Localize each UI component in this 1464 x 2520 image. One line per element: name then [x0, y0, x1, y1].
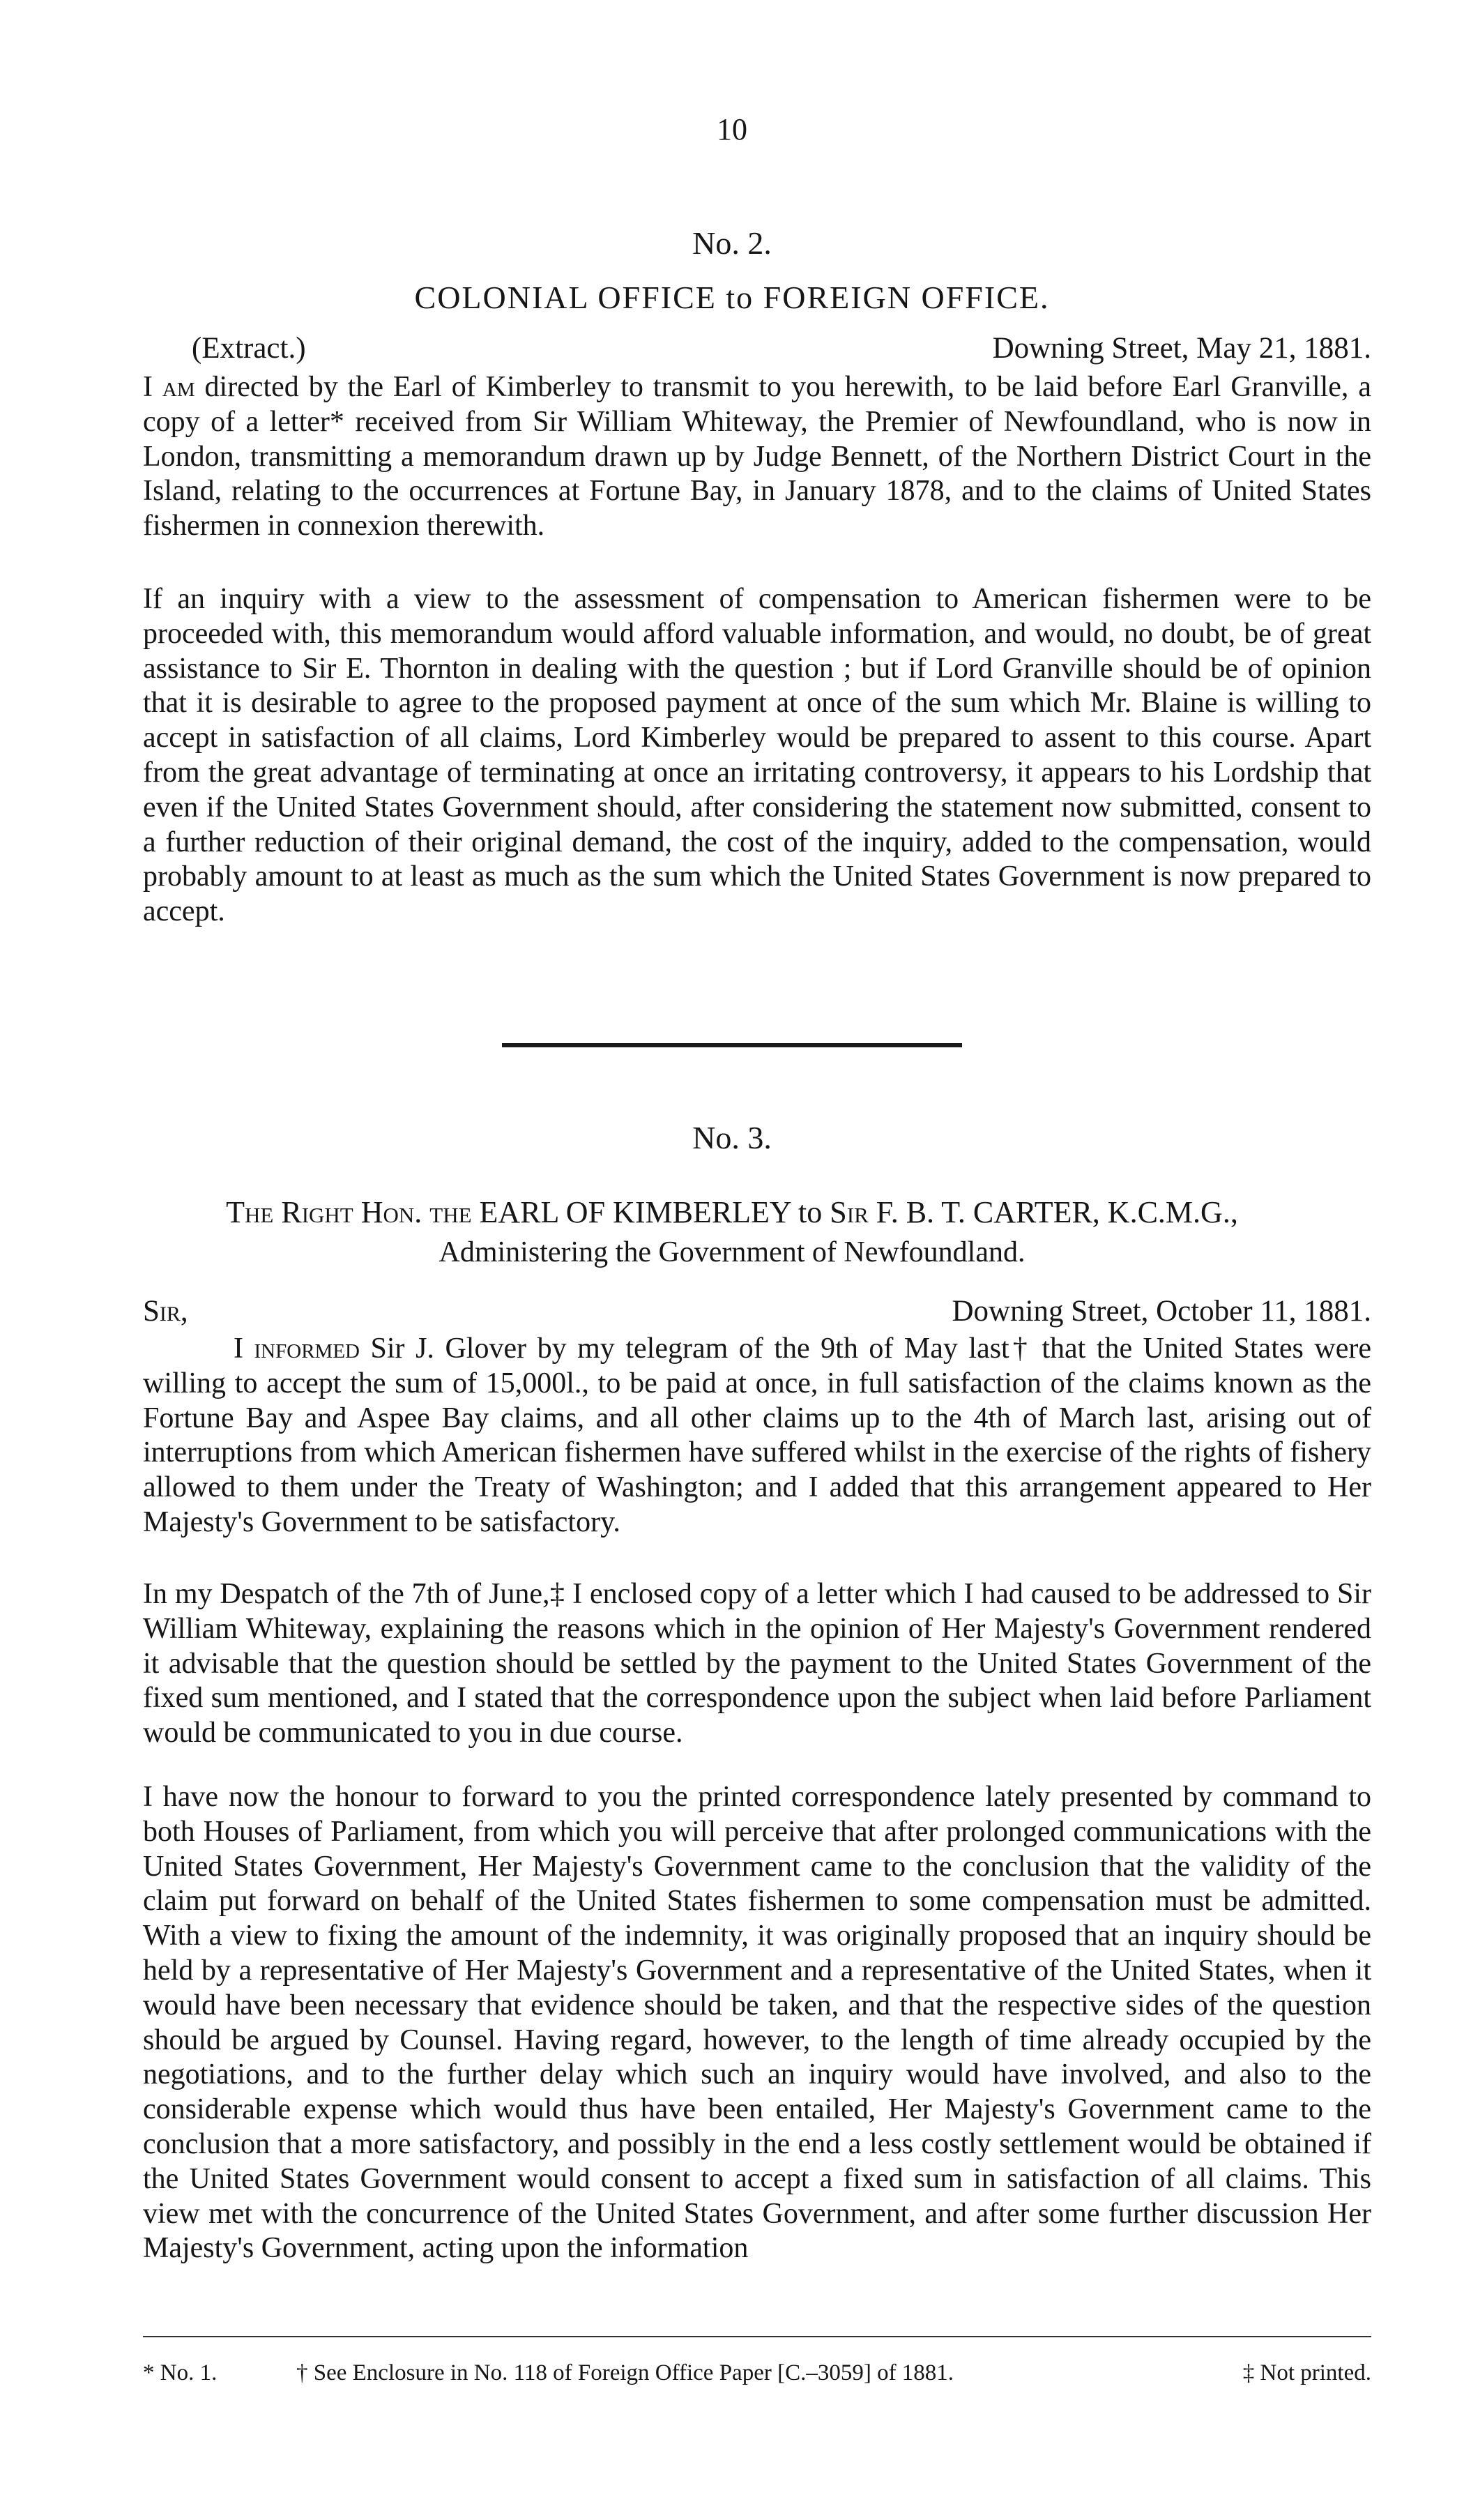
section2-paragraph-2: If an inquiry with a view to the assessment of compensation to American fishermen were to be proceeded with, this memorandum would afford valuable information, and would, no doubt, be of great assistance to Sir E. Thornton in dealing with the question ; but if Lord Granville should be of opinion that it is desirable to agree to the proposed payment at once of the sum which Mr. Blaine is willing to accept in satisfaction of all claims, Lord Kimberley would be prepared to assent to this course. Apart from the great advantage of terminating at once an irritating controversy, it appears to his Lordship that even if the United States Government should, after considering the statement now submitted, consent to a further reduction of their original demand, the cost of the inquiry, added to the compensation, would probably amount to at least as much as the sum which the United States Government is now prepared to accept. — [143, 583, 1371, 928]
section3-paragraph-1-text: Sir J. Glover by my telegram of the 9th of May last† that the United States were willing to accept the sum of 15,000l., to be paid at once, in full satisfaction of the claims known as the Fortune Bay and Aspee Bay claims, and all other claims up to the 4th of March last, arising out of interruptions from which American fishermen have suffered whilst in the exercise of the rights of fishery allowed to them under the Treaty of Washington; and I added that this arrangement appeared to Her Majesty's Government to be satisfactory. — [143, 1333, 1371, 1538]
section3-heading-prefix: The Right Hon. the — [226, 1195, 480, 1229]
section3-heading — [0, 1194, 1464, 1231]
section-number-3: No. 3. — [692, 1120, 772, 1155]
salutation: Sir, — [143, 1295, 188, 1328]
footnote-rule — [143, 2336, 1371, 2337]
footnote-1: * No. 1. — [143, 2360, 218, 2385]
section2-dateline: Downing Street, May 21, 1881. — [992, 332, 1371, 365]
section-divider — [502, 1043, 962, 1047]
section3-paragraph-1 — [143, 1332, 1371, 1540]
section3-subheading: Administering the Government of Newfoundland. — [439, 1236, 1025, 1268]
footnote-2: † See Enclosure in No. 118 of Foreign Office Paper [C.–3059] of 1881. — [296, 2360, 954, 2385]
section3-heading-main: EARL OF KIMBERLEY to — [479, 1195, 830, 1229]
section2-paragraph-1-text: directed by the Earl of Kimberley to transmit to you herewith, to be laid before Earl Granville, a copy of a letter* received from Sir William Whiteway, the Premier of Newfoundland, who is now in London, transmitting a memorandum drawn up by Judge Bennett, of the Northern District Court in the Island, relating to the occurrences at Fortune Bay, in January 1878, and to the claims of United States fishermen in connexion therewith. — [143, 371, 1371, 542]
section3-heading-end: F. B. T. CARTER, K.C.M.G., — [876, 1195, 1238, 1229]
section3-paragraph-3: I have now the honour to forward to you the printed correspondence lately presented by command to both Houses of Parliament, from which you will perceive that after prolonged communications with the United States Government, Her Majesty's Government came to the conclusion that the validity of the claim put forward on behalf of the United States fishermen to some compensation must be admitted. With a view to fixing the amount of the indemnity, it was originally proposed that an inquiry should be held by a representative of Her Majesty's Government and a representative of the United States, when it would have been necessary that evidence should be taken, and that the respective sides of the question should be argued by Counsel. Having regard, however, to the length of time already occupied by the negotiations, and to the further delay which such an inquiry would have involved, and also to the considerable expense which would thus have been entailed, Her Majesty's Government came to the conclusion that a more satisfactory, and possibly in the end a less costly settlement would be obtained if the United States Government would consent to accept a fixed sum in satisfaction of all claims. This view met with the concurrence of the United States Government, and after some further discussion Her Majesty's Government, acting upon the information — [143, 1781, 1371, 2265]
section-number-2: No. 2. — [692, 225, 772, 261]
section3-heading-sir: Sir — [830, 1195, 876, 1229]
section-title-2: COLONIAL OFFICE to FOREIGN OFFICE. — [414, 280, 1050, 315]
extract-label: (Extract.) — [192, 332, 306, 365]
section3-paragraph-2: In my Despatch of the 7th of June,‡ I enclosed copy of a letter which I had caused to be addressed to Sir William Whiteway, explaining the reasons which in the opinion of Her Majesty's Government rendered it advisable that the question should be settled by the payment to the United States Government of the fixed sum mentioned, and I stated that the correspondence upon the subject when laid before Parliament would be communicated to you in due course. — [143, 1578, 1371, 1749]
section3-dateline: Downing Street, October 11, 1881. — [952, 1295, 1371, 1328]
page-number: 10 — [717, 112, 747, 146]
footnote-3: ‡ Not printed. — [1242, 2360, 1371, 2385]
section3-paragraph-1-lead: I informed — [234, 1333, 360, 1365]
section2-paragraph-1-lead: I am — [143, 371, 195, 403]
section2-paragraph-1 — [143, 370, 1371, 544]
